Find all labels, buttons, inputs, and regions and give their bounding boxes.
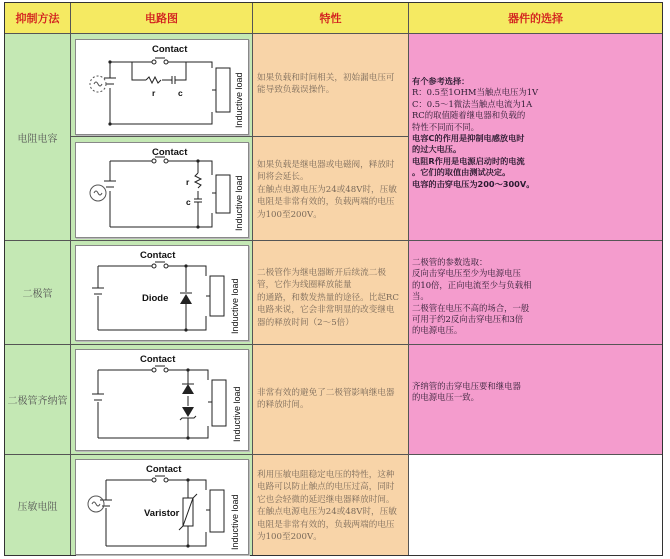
r-label: r	[152, 88, 156, 98]
selection-text-line: 的电源电压一致。	[412, 392, 479, 403]
feature-text-line: 利用压敏电阻稳定电压的特性，这种	[257, 470, 395, 480]
feature-text-line: 管，它作为线圈释放能量	[257, 280, 352, 291]
diode-label: Diode	[142, 293, 169, 304]
selection-varistor	[409, 455, 662, 555]
header-feature: 特性	[253, 3, 409, 34]
selection-text-line: 有个参考选择：	[412, 76, 470, 86]
method-rc: 电阻电容	[5, 34, 71, 241]
contact-label: Contact	[152, 147, 188, 158]
selection-text-line: 的电源电压。	[412, 325, 463, 336]
header-method: 抑制方法	[5, 3, 71, 34]
selection-text-line: 特性不同而不同。	[412, 121, 479, 132]
selection-text-line: C：0.5～1微法当触点电流为1A	[412, 98, 533, 109]
circuit-diagram-diode	[75, 245, 249, 341]
selection-text-line: 。它们的取值由测试决定。	[412, 167, 511, 178]
feature-text-line: 非常有效的避免了二极管影响继电器	[257, 388, 395, 398]
selection-text-line: 电容C的作用是抑制电感放电时	[412, 133, 525, 144]
selection-diode-zener	[409, 345, 662, 455]
inductive-load-label: Inductive load	[230, 278, 240, 334]
feature-rc2	[253, 137, 409, 241]
selection-text-line: 反向击穿电压至少为电源电压	[412, 268, 521, 279]
feature-text-line: 电路可以防止触点的电压过高，同时	[257, 482, 395, 493]
selection-text-line: 齐纳管的击穿电压要和继电器	[412, 381, 521, 391]
selection-text-line: RC的取值随着继电器和负载的	[412, 110, 526, 121]
circuit-diagram-varistor	[75, 459, 249, 555]
inductive-load-label: Inductive load	[234, 175, 244, 231]
feature-diode-zener	[253, 345, 409, 455]
c-label: c	[178, 88, 183, 98]
feature-varistor	[253, 455, 409, 555]
feature-text-line: 间将会延长。	[257, 172, 309, 183]
r-label: r	[186, 177, 190, 187]
feature-text-line: 的释放时间。	[257, 400, 309, 411]
inductive-load-label: Inductive load	[234, 72, 244, 128]
method-varistor: 压敏电阻	[5, 455, 71, 555]
selection-text-line: 可用于约2反向击穿电压和3倍	[412, 314, 524, 325]
selection-text-line: 电容的击穿电压为200～300V。	[412, 178, 535, 189]
contact-label: Contact	[152, 44, 188, 55]
feature-text-line: 二极管作为继电器断开后续流二极	[257, 268, 386, 278]
method-diode-zener: 二极管齐纳管	[5, 345, 71, 455]
feature-text-line: 电阻是非常有效的，负载两端的电压	[257, 519, 395, 530]
selection-rc	[409, 34, 662, 241]
selection-text-line: R：0.5至1OHM当触点电压为1V	[412, 87, 539, 98]
feature-text-line: 为100至200V。	[257, 532, 322, 543]
selection-diode	[409, 241, 662, 345]
selection-text-line: 当。	[412, 291, 429, 302]
selection-text-line: 二极管的参数选取：	[412, 257, 488, 267]
feature-rc1	[253, 34, 409, 137]
selection-text-line: 的10倍，正向电流至少与负载相	[412, 279, 532, 290]
contact-label: Contact	[140, 354, 176, 365]
circuit-diagram-rc-parallel	[75, 39, 249, 135]
contact-label: Contact	[140, 250, 176, 261]
selection-text-line: 的过大电压。	[412, 144, 462, 155]
varistor-label: Varistor	[144, 508, 180, 519]
feature-text-line: 如果负载和时间相关，初始漏电压可	[257, 73, 395, 83]
circuit-diagram-diode-zener	[75, 349, 249, 451]
header-circuit: 电路图	[71, 3, 253, 34]
header-selection: 器件的选择	[409, 3, 662, 34]
circuit-diagram-rc-load	[75, 142, 249, 238]
feature-text-line: 的通路，和数发热量的途径。比起RC	[257, 292, 399, 303]
suppression-table	[4, 2, 663, 556]
c-label: c	[186, 197, 191, 207]
feature-text-line: 在触点电源电压为24或48V时，压敏	[257, 184, 397, 195]
method-diode: 二极管	[5, 241, 71, 345]
inductive-load-label: Inductive load	[230, 494, 240, 550]
contact-label: Contact	[146, 464, 182, 475]
feature-text-line: 在触点电源电压为24或48V时，压敏	[257, 507, 397, 518]
feature-text-line: 它也会轻微的延迟继电器释放时间。	[257, 494, 395, 505]
feature-diode	[253, 241, 409, 345]
feature-text-line: 器的释放时间（2～5倍）	[257, 317, 354, 328]
feature-text-line: 如果负载是继电器或电磁阀，释放时	[257, 160, 395, 170]
feature-text-line: 能导致负载误操作。	[257, 85, 335, 96]
inductive-load-label: Inductive load	[232, 386, 242, 442]
selection-text-line: 电阻R作用是电源启动时的电流	[412, 155, 525, 166]
feature-text-line: 为100至200V。	[257, 209, 322, 220]
feature-text-line: 电阻是非常有效的，负载两端的电压	[257, 197, 395, 208]
selection-text-line: 二极管在电压不高的场合，一般	[412, 302, 530, 313]
feature-text-line: 电路来说，它会非常明显的改变继电	[257, 305, 395, 316]
